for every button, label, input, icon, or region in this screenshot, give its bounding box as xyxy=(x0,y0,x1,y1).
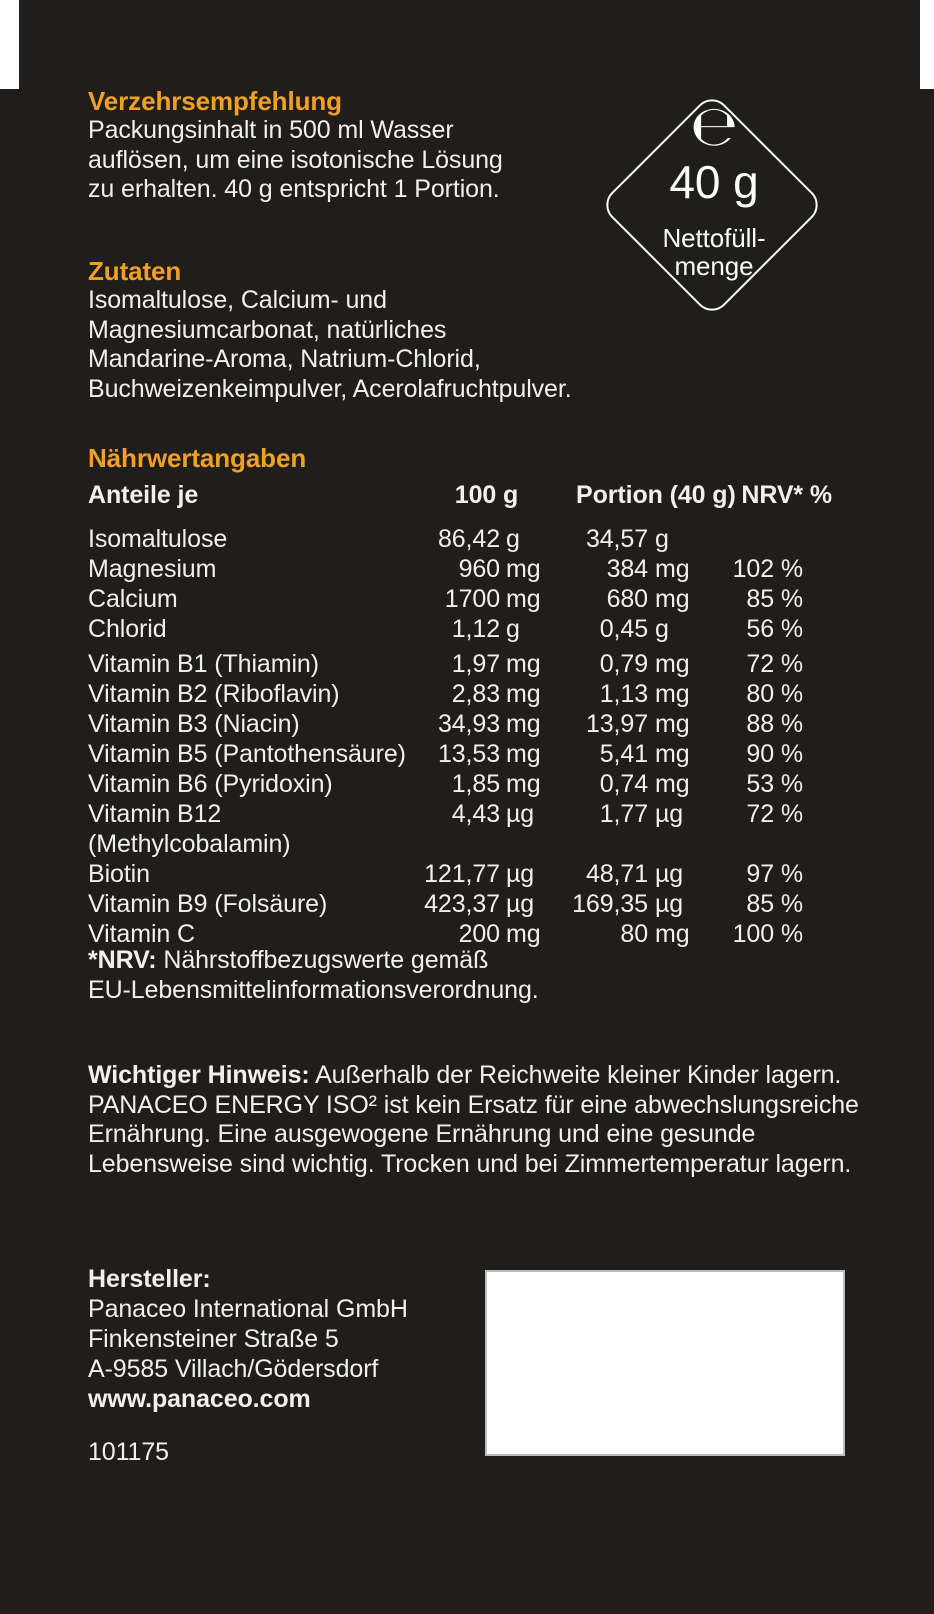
nutrition-cell-nrv: 97 % xyxy=(746,860,803,888)
nutrition-cell-nrv: 100 % xyxy=(732,920,803,948)
nutrition-cell-nrv: 80 % xyxy=(746,680,803,708)
text-line: PANACEO ENERGY ISO² ist kein Ersatz für eine abwechslungsreiche xyxy=(88,1090,859,1119)
nutrition-cell-nrv: 102 % xyxy=(732,555,803,583)
article-number: 101175 xyxy=(88,1438,169,1466)
nutrition-cell-name: Vitamin B9 (Folsäure) xyxy=(88,890,328,918)
nutrition-table-header xyxy=(88,480,832,510)
text-line: Lebensweise sind wichtig. Trocken und bei Zimmertemperatur lagern. xyxy=(88,1149,852,1178)
nutrition-cell-uport: mg xyxy=(655,710,690,738)
nutrition-cell-vport: 680 xyxy=(606,585,648,613)
dosage-text xyxy=(88,116,503,205)
text-line: Packungsinhalt in 500 ml Wasser xyxy=(88,116,454,144)
notice-line1: Wichtiger Hinweis: Außerhalb der Reichweite kleiner Kinder lagern. xyxy=(88,1061,842,1089)
nutrition-cell-vport: 384 xyxy=(606,555,648,583)
nutrition-cell-v100: 34,93 xyxy=(437,710,500,738)
nutrition-cell-uport: mg xyxy=(655,920,690,948)
nutrition-cell-uport: µg xyxy=(655,800,684,828)
nutrition-cell-v100: 4,43 xyxy=(451,800,500,828)
nutrition-heading: Nährwertangaben xyxy=(88,443,307,473)
nutrition-cell-name: Vitamin B6 (Pyridoxin) xyxy=(88,770,333,798)
manufacturer-name: Panaceo International GmbH xyxy=(88,1295,408,1323)
nutrition-cell-vport: 169,35 xyxy=(572,890,648,918)
page-corner-notch-right xyxy=(920,0,934,89)
nutrition-cell-u100: µg xyxy=(506,890,535,918)
nutrition-cell-nrv: 90 % xyxy=(746,740,803,768)
nutrition-cell-u100: mg xyxy=(506,680,541,708)
column-header-100g: 100 g xyxy=(454,481,519,509)
nutrition-cell-v100: 2,83 xyxy=(451,680,500,708)
nutrition-row xyxy=(88,709,803,739)
nutrition-row xyxy=(88,614,803,644)
nutrition-cell-name: Vitamin B2 (Riboflavin) xyxy=(88,680,340,708)
nutrition-cell-vport: 48,71 xyxy=(585,860,648,888)
nutrition-row xyxy=(88,769,803,799)
nutrition-cell-name: Vitamin B1 (Thiamin) xyxy=(88,650,319,678)
nrv-footnote-line2: EU-Lebensmittelinformationsverordnung. xyxy=(88,975,539,1004)
text-line: zu erhalten. 40 g entspricht 1 Portion. xyxy=(88,175,500,203)
nutrition-cell-uport: mg xyxy=(655,555,690,583)
nutrition-cell-u100: g xyxy=(506,525,520,553)
ingredients-heading: Zutaten xyxy=(88,256,182,286)
nutrition-cell-uport: µg xyxy=(655,890,684,918)
text-line: Buchweizenkeimpulver, Acerolafruchtpulver. xyxy=(88,374,572,403)
nutrition-cell-u100: mg xyxy=(506,585,541,613)
net-quantity-label: Nettofüll- menge xyxy=(662,223,766,281)
nutrition-cell-uport: mg xyxy=(655,770,690,798)
nutrition-cell-v100: 121,77 xyxy=(424,860,500,888)
nutrition-cell-v100: 1,97 xyxy=(451,650,500,678)
nutrition-cell-nrv: 56 % xyxy=(746,615,803,643)
nutrition-cell-u100: mg xyxy=(506,710,541,738)
nutrition-row xyxy=(88,739,803,769)
nutrition-row xyxy=(88,679,803,709)
nutrition-cell-u100: mg xyxy=(506,920,541,948)
nrv-footnote xyxy=(88,946,539,1005)
manufacturer-section xyxy=(88,1264,408,1414)
nutrition-cell-u100: mg xyxy=(506,650,541,678)
nutrition-cell-uport: g xyxy=(655,525,669,553)
nutrition-cell-vport: 13,97 xyxy=(585,710,648,738)
column-header-nrv: NRV* % xyxy=(741,481,832,509)
nutrition-cell-vport: 5,41 xyxy=(599,740,648,768)
nutrition-cell-vport: 80 xyxy=(620,920,648,948)
nutrition-cell-name: Biotin xyxy=(88,860,150,888)
nutrition-cell-v100: 13,53 xyxy=(437,740,500,768)
manufacturer-street: Finkensteiner Straße 5 xyxy=(88,1325,339,1353)
nutrition-cell-nrv xyxy=(708,524,803,554)
nutrition-cell-nrv: 88 % xyxy=(746,710,803,738)
nrv-footnote-line1: *NRV: Nährstoffbezugswerte gemäß xyxy=(88,946,489,974)
dosage-section xyxy=(88,86,503,205)
white-label-box xyxy=(485,1270,845,1456)
column-header-label: Anteile je xyxy=(88,481,199,509)
nutrition-cell-u100: mg xyxy=(506,770,541,798)
column-header-portion: Portion (40 g) xyxy=(576,481,736,509)
nutrition-cell-uport: mg xyxy=(655,740,690,768)
estimated-sign: ℮ xyxy=(690,94,738,159)
nutrition-row xyxy=(88,889,803,919)
text-line: Ernährung. Eine ausgewogene Ernährung und eine gesunde xyxy=(88,1120,756,1148)
text-line: Magnesiumcarbonat, natürliches xyxy=(88,315,447,344)
nutrition-cell-name: Vitamin B12 (Methylcobalamin) xyxy=(88,800,291,858)
nutrition-cell-u100: µg xyxy=(506,860,535,888)
manufacturer-city: A-9585 Villach/Gödersdorf xyxy=(88,1355,379,1383)
nutrition-cell-name: Calcium xyxy=(88,585,178,613)
nutrition-cell-v100: 960 xyxy=(458,555,500,583)
nutrition-cell-v100: 200 xyxy=(458,920,500,948)
nutrition-cell-name: Chlorid xyxy=(88,615,167,643)
nutrition-row xyxy=(88,919,803,949)
nutrition-cell-v100: 1700 xyxy=(444,585,500,613)
page-corner-notch-left xyxy=(0,0,19,89)
text-line: auflösen, um eine isotonische Lösung xyxy=(88,145,503,174)
nutrition-cell-uport: mg xyxy=(655,680,690,708)
nutrition-table-body xyxy=(88,524,803,949)
nutrition-cell-uport: µg xyxy=(655,860,684,888)
nutrition-cell-vport: 0,79 xyxy=(599,650,648,678)
nutrition-cell-uport: g xyxy=(655,615,669,643)
important-notice xyxy=(88,1061,859,1179)
ingredients-text xyxy=(88,286,572,404)
nutrition-cell-uport: mg xyxy=(655,585,690,613)
nutrition-cell-u100: g xyxy=(506,615,520,643)
nutrition-row xyxy=(88,524,803,554)
nutrition-cell-u100: µg xyxy=(506,800,535,828)
nutrition-row xyxy=(88,859,803,889)
nutrition-cell-vport: 0,45 xyxy=(599,615,648,643)
nutrition-cell-name: Isomaltulose xyxy=(88,525,228,553)
notice-text xyxy=(88,1091,859,1180)
nutrition-row xyxy=(88,584,803,614)
nutrition-cell-vport: 0,74 xyxy=(599,770,648,798)
nutrition-cell-nrv: 85 % xyxy=(746,890,803,918)
ingredients-section xyxy=(88,256,572,404)
nutrition-cell-u100: mg xyxy=(506,740,541,768)
nutrition-row xyxy=(88,799,803,859)
nutrition-row xyxy=(88,649,803,679)
nutrition-cell-name: Magnesium xyxy=(88,555,217,583)
text-line: Mandarine-Aroma, Natrium-Chlorid, xyxy=(88,345,481,373)
nutrition-row xyxy=(88,554,803,584)
nutrition-cell-v100: 1,85 xyxy=(451,770,500,798)
manufacturer-heading: Hersteller: xyxy=(88,1265,211,1293)
nutrition-cell-name: Vitamin B3 (Niacin) xyxy=(88,710,300,738)
nutrition-cell-vport: 1,13 xyxy=(599,680,648,708)
dosage-heading: Verzehrsempfehlung xyxy=(88,86,342,116)
nutrition-cell-nrv: 72 % xyxy=(746,650,803,678)
nutrition-cell-name: Vitamin B5 (Pantothensäure) xyxy=(88,740,406,768)
text-line: Isomaltulose, Calcium- und xyxy=(88,286,387,314)
nutrition-cell-v100: 423,37 xyxy=(424,890,500,918)
nutrition-cell-v100: 86,42 xyxy=(437,525,500,553)
nutrition-cell-nrv: 85 % xyxy=(746,585,803,613)
nutrition-cell-nrv: 72 % xyxy=(746,800,803,828)
nutrition-cell-vport: 1,77 xyxy=(599,800,648,828)
nutrition-cell-u100: mg xyxy=(506,555,541,583)
nutrition-cell-v100: 1,12 xyxy=(451,615,500,643)
manufacturer-website: www.panaceo.com xyxy=(88,1385,311,1413)
nutrition-cell-name: Vitamin C xyxy=(88,920,196,948)
nutrition-cell-vport: 34,57 xyxy=(585,525,648,553)
nutrition-section xyxy=(88,443,832,949)
nutrition-cell-nrv: 53 % xyxy=(746,770,803,798)
nutrition-cell-uport: mg xyxy=(655,650,690,678)
net-quantity-amount: 40 g xyxy=(669,156,759,208)
